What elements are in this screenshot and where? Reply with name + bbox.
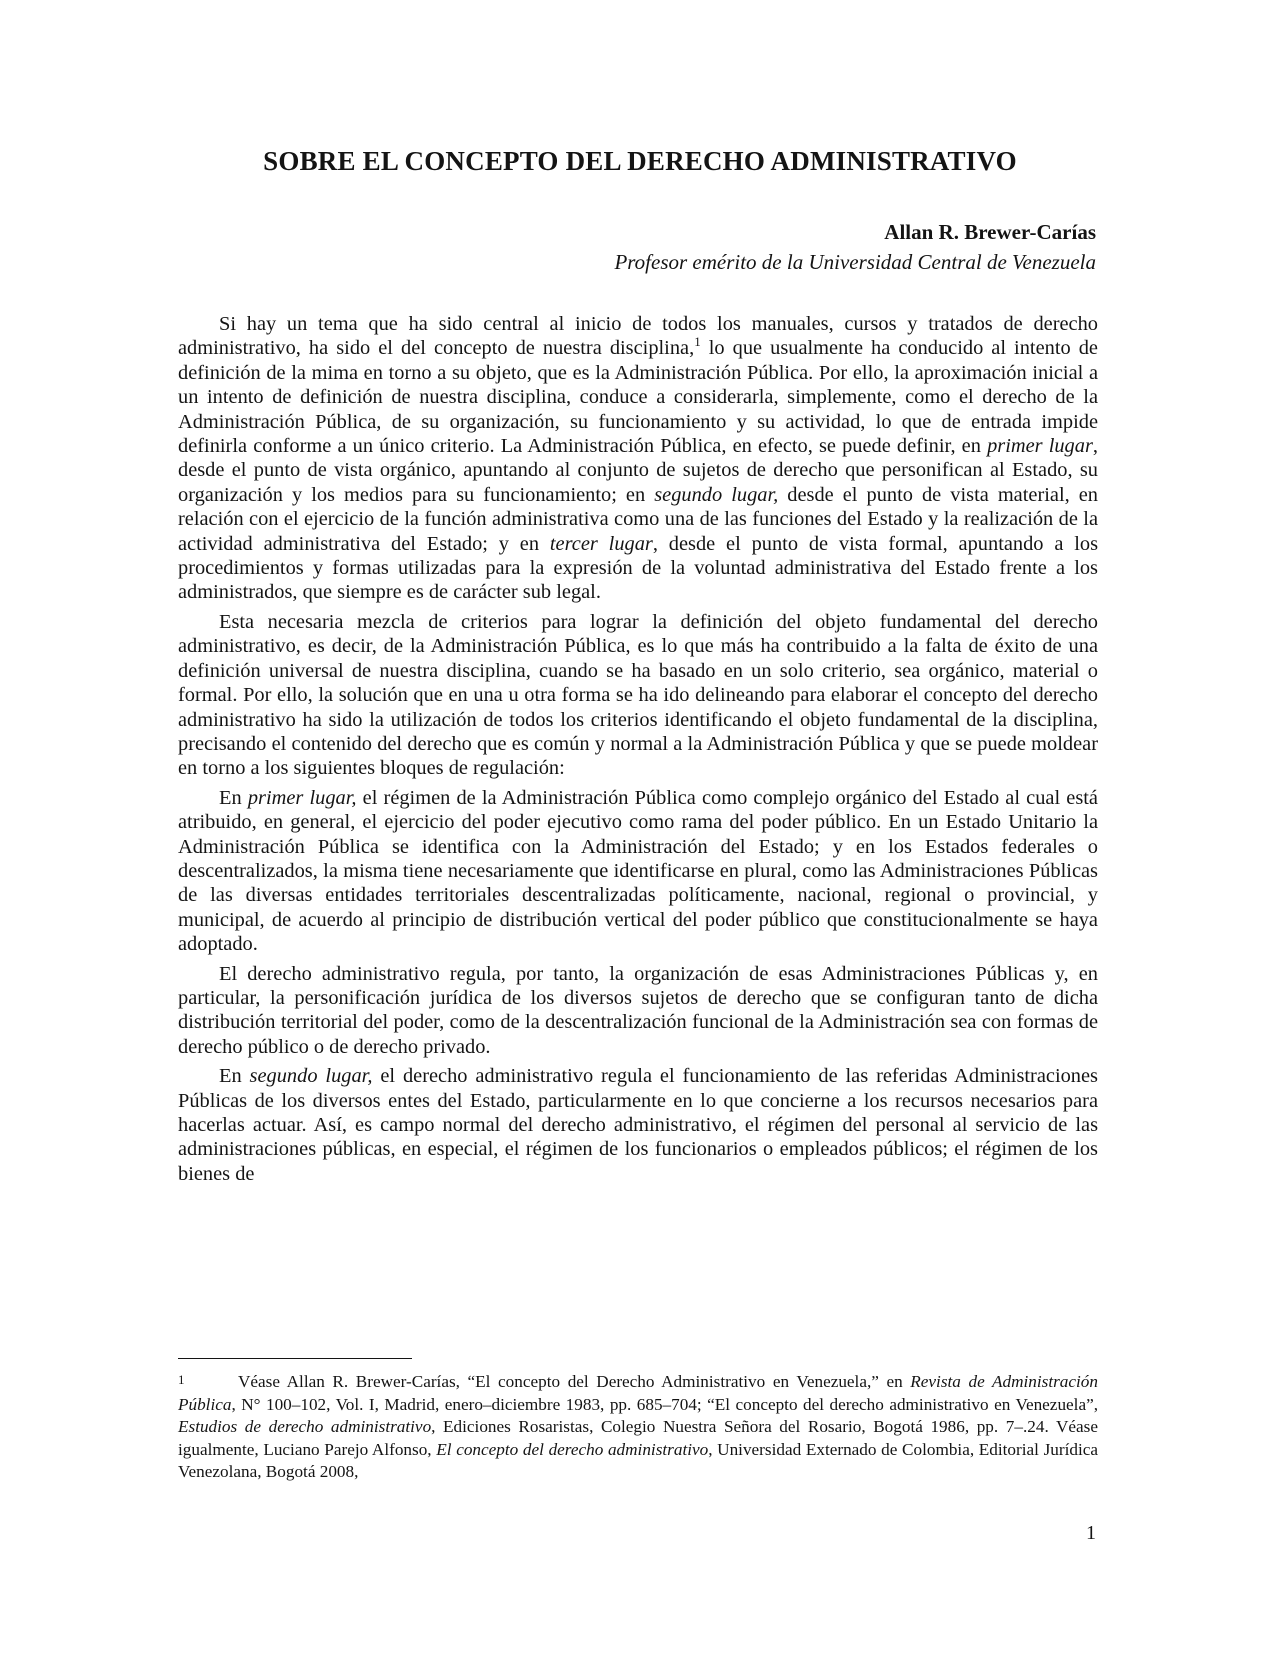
paragraph-4: El derecho administrativo regula, por tanto, la organización de esas Administraciones Públicas y, en particular, la personificación jurídica de los diversos sujetos de derecho que se configuran tanto de dicha distribución territorial del poder, como de la descentralización funcional de la Administración sea con formas de derecho público o de derecho privado.	[178, 962, 1098, 1058]
paragraph-1-text-c: , desde el punto de vista orgánico, apuntando al conjunto de sujetos de derecho que personifican al Estado, su organización y los medios para su funcionamiento; en	[178, 435, 1098, 506]
paragraph-3	[178, 786, 1098, 957]
paragraph-1-italic-2: segundo lugar,	[654, 483, 779, 506]
footnote-ref-1[interactable]: 1	[694, 334, 701, 350]
document-title: SOBRE EL CONCEPTO DEL DERECHO ADMINISTRATIVO	[263, 146, 1017, 176]
author-name: Allan R. Brewer-Carías	[884, 220, 1096, 244]
footnote-italic-1: Revista de Administración Pública	[178, 1372, 1098, 1414]
paragraph-3-italic-1: primer lugar,	[247, 786, 357, 809]
page-number: 1	[1086, 1522, 1096, 1544]
paragraph-5-italic-1: segundo lugar,	[249, 1065, 373, 1088]
footnote-separator	[178, 1358, 412, 1359]
footnote-text-a: Véase Allan R. Brewer-Carías, “El concepto del Derecho Administrativo en Venezuela,” en	[238, 1372, 911, 1391]
paragraph-1	[178, 312, 1098, 605]
footnote-number: 1	[178, 1372, 185, 1387]
footnote-1	[178, 1371, 1098, 1484]
footnote-text-d: , Universidad Externado de Colombia, Editorial Jurídica Venezolana, Bogotá 2008,	[178, 1439, 1098, 1482]
author-affiliation: Profesor emérito de la Universidad Central de Venezuela	[614, 250, 1096, 274]
paragraph-3-text-a: En	[219, 786, 248, 809]
paragraph-1-text-d: desde el punto de vista material, en relación con el ejercicio de la función administrativa como una de las funciones del Estado y la realización de la actividad administrativa del Estado; y en	[178, 483, 1098, 555]
paragraph-1-italic-3: tercer lugar	[549, 532, 653, 555]
paragraph-1-text-a: Si hay un tema que ha sido central al inicio de todos los manuales, cursos y tratados de derecho administrativo, ha sido el del concepto de nuestra disciplina,	[178, 313, 1098, 360]
footnote-text-b: , N° 100–102, Vol. I, Madrid, enero–diciembre 1983, pp. 685–704; “El concepto del derecho administrativo en Venezuela”,	[231, 1394, 1098, 1414]
paragraph-5-text-b: el derecho administrativo regula el funcionamiento de las referidas Administraciones Públicas de los diversos entes del Estado, particularmente en lo que concierne a los recursos necesarios para hacerlas actuar. Así, es campo normal del derecho administrativo, el régimen del personal al servicio de las administraciones públicas, en especial, el régimen de los funcionarios o empleados públicos; el régimen de los bienes de	[178, 1065, 1098, 1185]
footnote-italic-3: El concepto del derecho administrativo	[436, 1439, 709, 1459]
paragraph-1-text-e: , desde el punto de vista formal, apuntando a los procedimientos y formas utilizadas para la expresión de la voluntad administrativa del Estado frente a los administrados, que siempre es de carácter sub legal.	[178, 532, 1098, 604]
paragraph-5	[178, 1064, 1098, 1186]
body-text	[178, 312, 1098, 1191]
paragraph-1-italic-1: primer lugar	[987, 435, 1093, 458]
footnote-italic-2: Estudios de derecho administrativo	[178, 1417, 432, 1437]
paragraph-5-text-a: En	[219, 1065, 250, 1088]
paragraph-3-text-b: el régimen de la Administración Pública como complejo orgánico del Estado al cual está atribuido, en general, el ejercicio del poder ejecutivo como rama del poder público. En un Estado Unitario la Administración Pública se identifica con la Administración del Estado; y en los Estados federales o descentralizados, la misma tiene necesariamente que identificarse en plural, como las Administraciones Públicas de las diversas entidades territoriales descentralizadas políticamente, nacional, regional o provincial, y municipal, de acuerdo al principio de distribución vertical del poder público que constitucionalmente se haya adoptado.	[178, 786, 1098, 956]
paragraph-1-text-b: lo que usualmente ha conducido al intento de definición de la mima en torno a su objeto, que es la Administración Pública. Por ello, la aproximación inicial a un intento de definición de nuestra disciplina, conduce a considerarla, simplemente, como el derecho de la Administración Pública, de su organización, su funcionamiento y su actividad, lo que de entrada impide definirla conforme a un único criterio. La Administración Pública, en efecto, se puede definir, en	[178, 337, 1098, 458]
footnote-text-c: , Ediciones Rosaristas, Colegio Nuestra Señora del Rosario, Bogotá 1986, pp. 7–.24. Véase igualmente, Luciano Parejo Alfonso,	[178, 1417, 1098, 1459]
paragraph-2: Esta necesaria mezcla de criterios para lograr la definición del objeto fundamental del derecho administrativo, es decir, de la Administración Pública, es lo que más ha contribuido a la falta de éxito de una definición universal de nuestra disciplina, cuando se ha basado en un solo criterio, sea orgánico, material o formal. Por ello, la solución que en una u otra forma se ha ido delineando para elaborar el concepto del derecho administrativo ha sido la utilización de todos los criterios identificando el objeto fundamental de la disciplina, precisando el contenido del derecho que es común y normal a la Administración Pública y que se puede moldear en torno a los siguientes bloques de regulación:	[178, 610, 1098, 780]
